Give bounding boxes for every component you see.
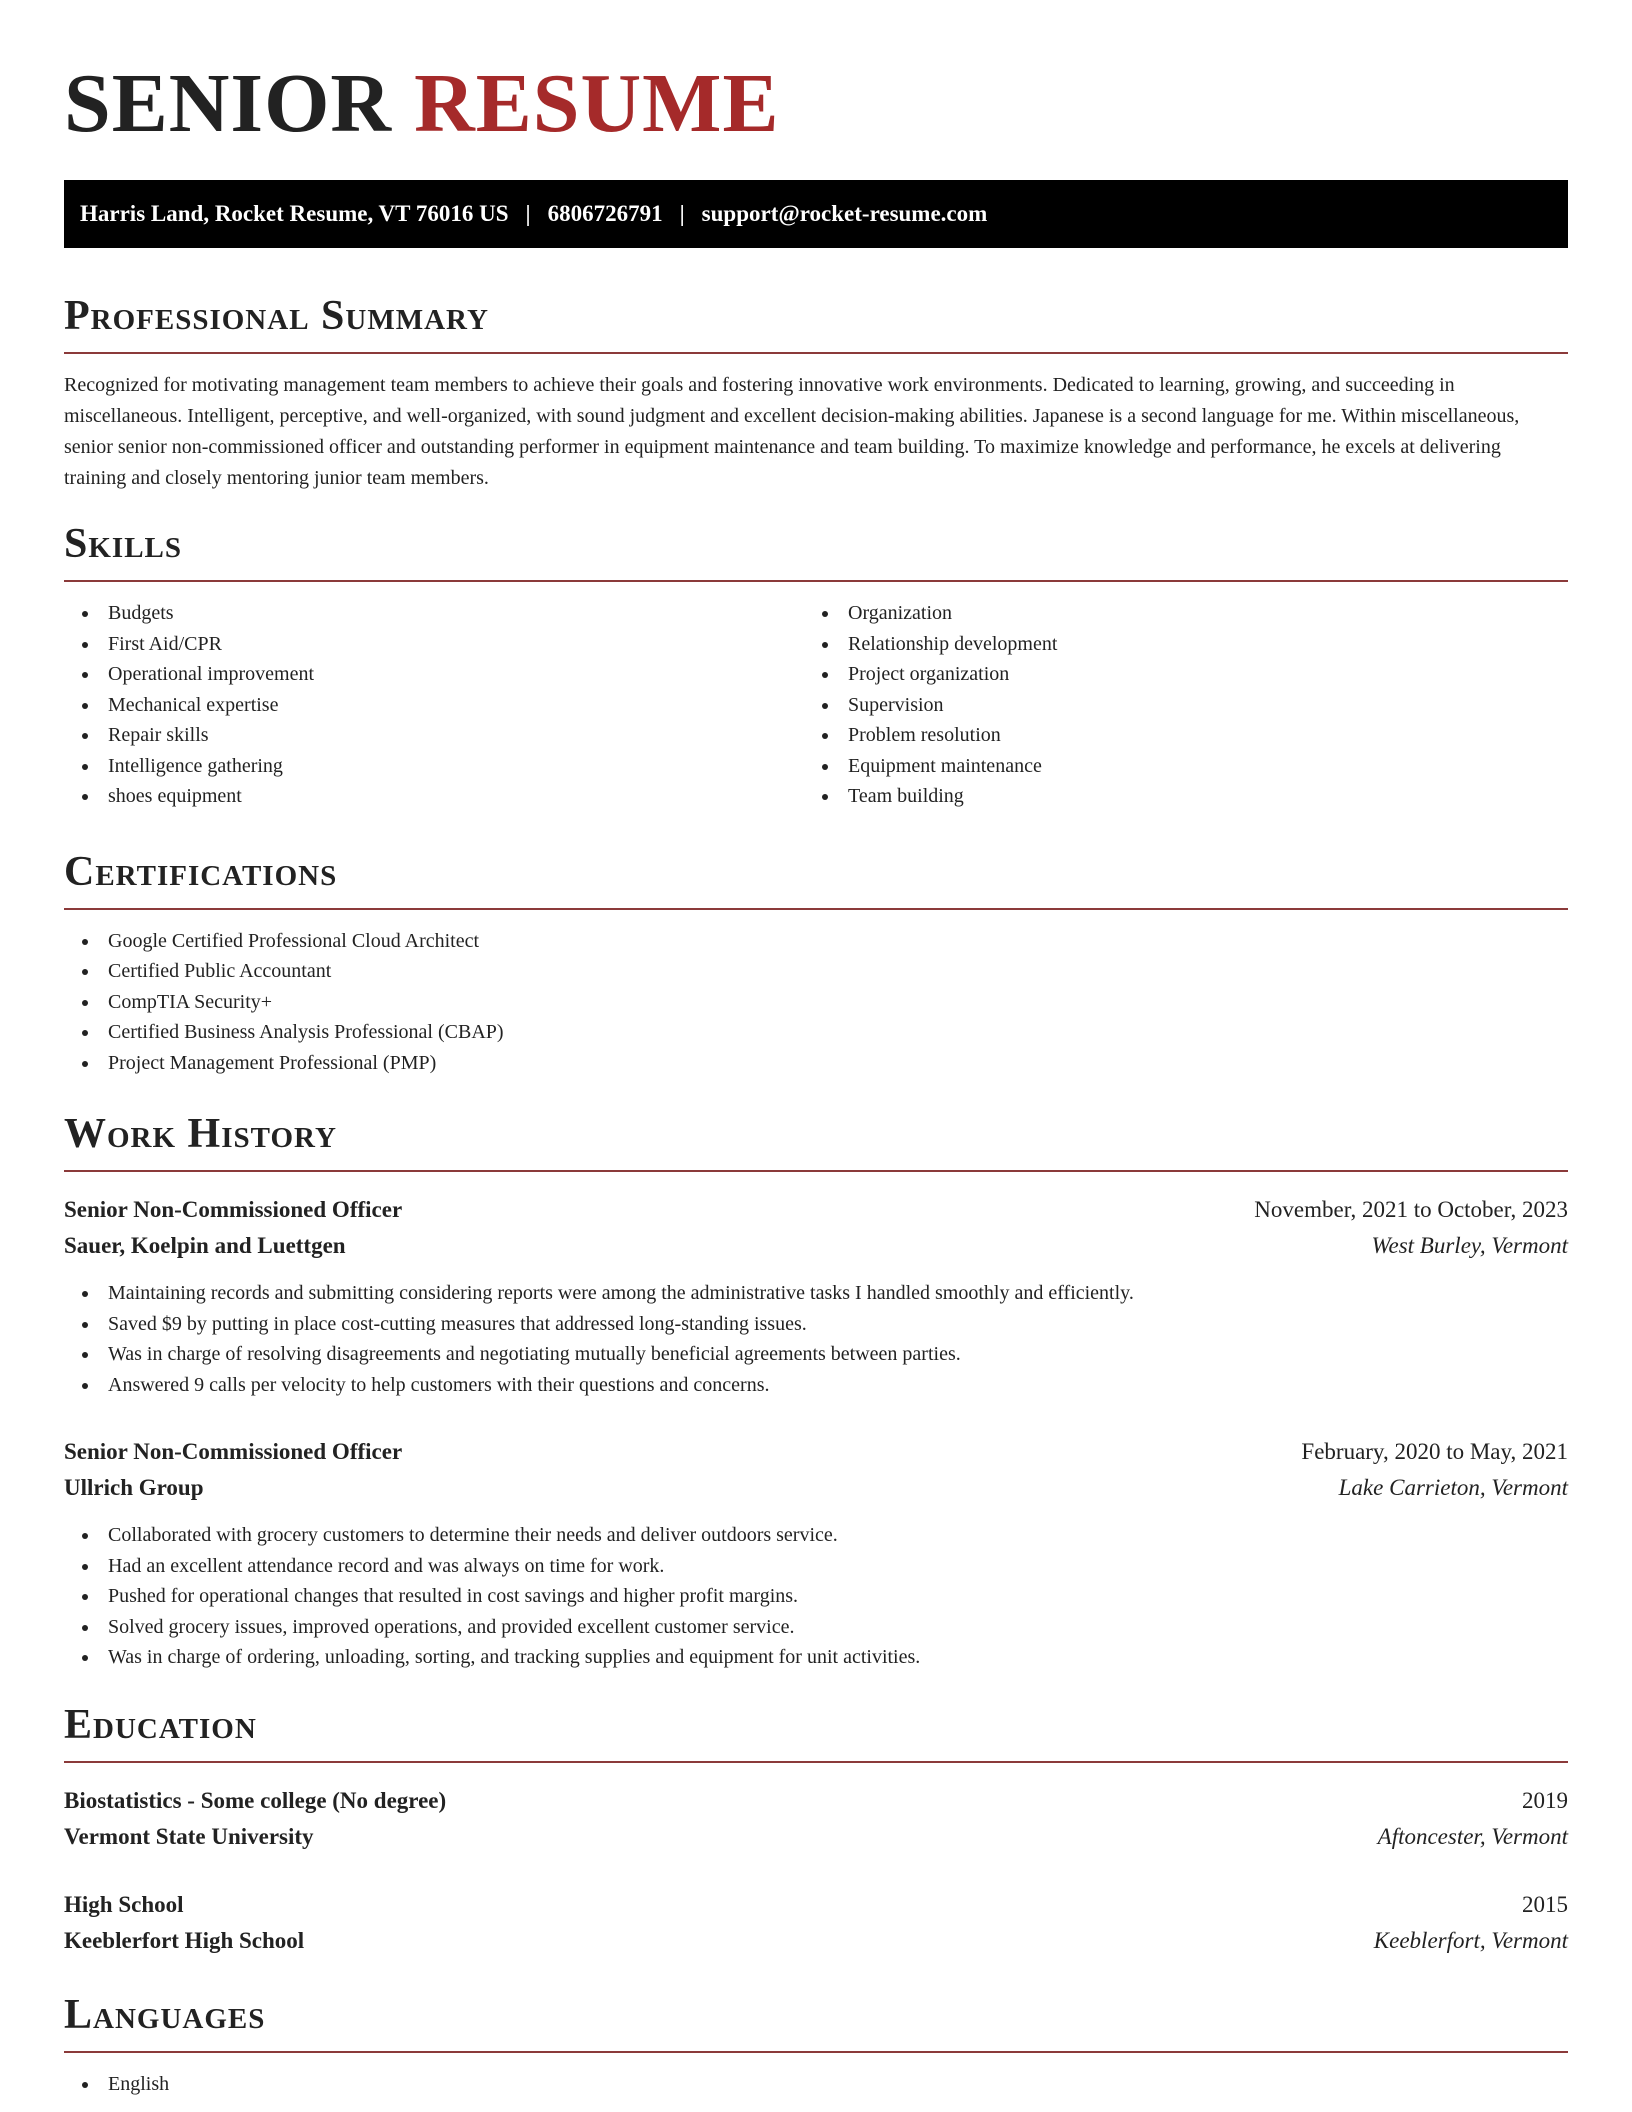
- education-section: [64, 1703, 1568, 1959]
- education-location: Aftoncester, Vermont: [1377, 1823, 1568, 1849]
- job-duty: Solved grocery issues, improved operations, and provided excellent customer service.: [64, 1612, 1568, 1643]
- education-location: Keeblerfort, Vermont: [1373, 1927, 1568, 1953]
- education-year: 2015: [1522, 1891, 1568, 1917]
- section-heading-education: Education: [64, 1701, 257, 1748]
- education-degree: High School: [64, 1891, 184, 1917]
- summary-text: Recognized for motivating management team members to achieve their goals and fostering innovative work environments. Dedicated to learning, growing, and succeeding in miscellaneous. Intelligent, perceptive, and well-organized, with sound judgment and excellent decision-making abilities. Japanese is a second language for me. Within miscellaneous, senior senior non-commissioned officer and outstanding performer in equipment maintenance and team building. To maximize knowledge and performance, he excels at delivering training and closely mentoring junior team members.: [64, 374, 1520, 489]
- job-duty: Pushed for operational changes that resulted in cost savings and higher profit margins.: [64, 1581, 1568, 1612]
- contact-email[interactable]: support@rocket-resume.com: [701, 201, 988, 226]
- skills-columns: [64, 582, 1568, 812]
- job-dates: November, 2021 to October, 2023: [1254, 1197, 1568, 1222]
- contact-address: Harris Land, Rocket Resume, VT 76016 US: [80, 201, 509, 226]
- languages-section: [64, 1993, 1568, 2100]
- job-dates: February, 2020 to May, 2021: [1301, 1439, 1568, 1464]
- certifications-section: [64, 850, 1568, 1079]
- section-divider: [64, 1761, 1568, 1763]
- skill-item: Supervision: [804, 690, 1544, 721]
- job-company-row: [64, 1470, 1568, 1506]
- job-header-row: [64, 1434, 1568, 1470]
- contact-separator: |: [679, 201, 685, 226]
- section-divider: [64, 908, 1568, 910]
- section-heading-skills: Skills: [64, 521, 183, 567]
- skills-section: [64, 522, 1568, 812]
- job-duty: Was in charge of ordering, unloading, sorting, and tracking supplies and equipment for unit activities.: [64, 1642, 1568, 1673]
- job-company-row: [64, 1228, 1568, 1264]
- contact-separator: |: [525, 201, 531, 226]
- skill-item: Budgets: [64, 598, 804, 629]
- skill-item: Equipment maintenance: [804, 751, 1544, 782]
- skill-item: Team building: [804, 781, 1544, 812]
- skill-item: First Aid/CPR: [64, 629, 804, 660]
- job-duties-list: [64, 1278, 1568, 1400]
- certification-item: Google Certified Professional Cloud Architect: [64, 926, 1568, 957]
- contact-phone[interactable]: 6806726791: [547, 201, 663, 226]
- certification-item: Project Management Professional (PMP): [64, 1048, 1568, 1079]
- section-divider: [64, 2051, 1568, 2053]
- certification-item: CompTIA Security+: [64, 987, 1568, 1018]
- section-divider: [64, 352, 1568, 354]
- education-degree-row: [64, 1887, 1568, 1923]
- section-heading-summary: Professional Summary: [64, 293, 489, 339]
- job-duty: Had an excellent attendance record and was always on time for work.: [64, 1551, 1568, 1582]
- education-entry: [64, 1783, 1568, 1855]
- skill-item: Problem resolution: [804, 720, 1544, 751]
- languages-list: [64, 2069, 1568, 2100]
- job-company: Sauer, Koelpin and Luettgen: [64, 1233, 346, 1258]
- job-duty: Answered 9 calls per velocity to help customers with their questions and concerns.: [64, 1370, 1568, 1401]
- section-heading-work-history: Work History: [64, 1111, 337, 1157]
- education-school: Vermont State University: [64, 1823, 314, 1849]
- resume-title: [64, 58, 1568, 150]
- job-header-row: [64, 1192, 1568, 1228]
- job-duties-list: [64, 1520, 1568, 1673]
- language-item: English: [64, 2069, 1568, 2100]
- job-entry: [64, 1434, 1568, 1673]
- education-degree: Biostatistics - Some college (No degree): [64, 1787, 447, 1813]
- certifications-list: [64, 926, 1568, 1079]
- education-year: 2019: [1522, 1787, 1568, 1813]
- job-duty: Maintaining records and submitting considering reports were among the administrative tasks I handled smoothly and efficiently.: [64, 1278, 1568, 1309]
- section-heading-languages: Languages: [64, 1991, 266, 2038]
- resume-content: [64, 58, 1568, 2099]
- job-duty: Collaborated with grocery customers to determine their needs and deliver outdoors service.: [64, 1520, 1568, 1551]
- work-history-section: [64, 1112, 1568, 1673]
- job-title: Senior Non-Commissioned Officer: [64, 1197, 403, 1222]
- skill-item: Organization: [804, 598, 1544, 629]
- certification-item: Certified Business Analysis Professional (CBAP): [64, 1017, 1568, 1048]
- education-school-row: [64, 1923, 1568, 1959]
- title-word-1: SENIOR: [64, 57, 393, 150]
- job-location: Lake Carrieton, Vermont: [1338, 1475, 1568, 1500]
- job-entry: [64, 1192, 1568, 1400]
- education-school: Keeblerfort High School: [64, 1927, 305, 1953]
- section-heading-certifications: Certifications: [64, 848, 338, 895]
- job-location: West Burley, Vermont: [1371, 1233, 1568, 1258]
- skills-list-right: [804, 598, 1544, 812]
- certification-item: Certified Public Accountant: [64, 956, 1568, 987]
- summary-section: [64, 294, 1568, 494]
- job-duty: Was in charge of resolving disagreements and negotiating mutually beneficial agreements between parties.: [64, 1339, 1568, 1370]
- skill-item: shoes equipment: [64, 781, 804, 812]
- job-title: Senior Non-Commissioned Officer: [64, 1439, 403, 1464]
- skills-list-left: [64, 598, 804, 812]
- job-company: Ullrich Group: [64, 1475, 204, 1500]
- skill-item: Repair skills: [64, 720, 804, 751]
- skill-item: Project organization: [804, 659, 1544, 690]
- contact-bar: [64, 180, 1568, 248]
- title-word-2: RESUME: [414, 57, 780, 150]
- skill-item: Relationship development: [804, 629, 1544, 660]
- skill-item: Intelligence gathering: [64, 751, 804, 782]
- job-duty: Saved $9 by putting in place cost-cutting measures that addressed long-standing issues.: [64, 1309, 1568, 1340]
- section-divider: [64, 1170, 1568, 1172]
- skill-item: Mechanical expertise: [64, 690, 804, 721]
- skill-item: Operational improvement: [64, 659, 804, 690]
- education-school-row: [64, 1819, 1568, 1855]
- education-degree-row: [64, 1783, 1568, 1819]
- education-entry: [64, 1887, 1568, 1959]
